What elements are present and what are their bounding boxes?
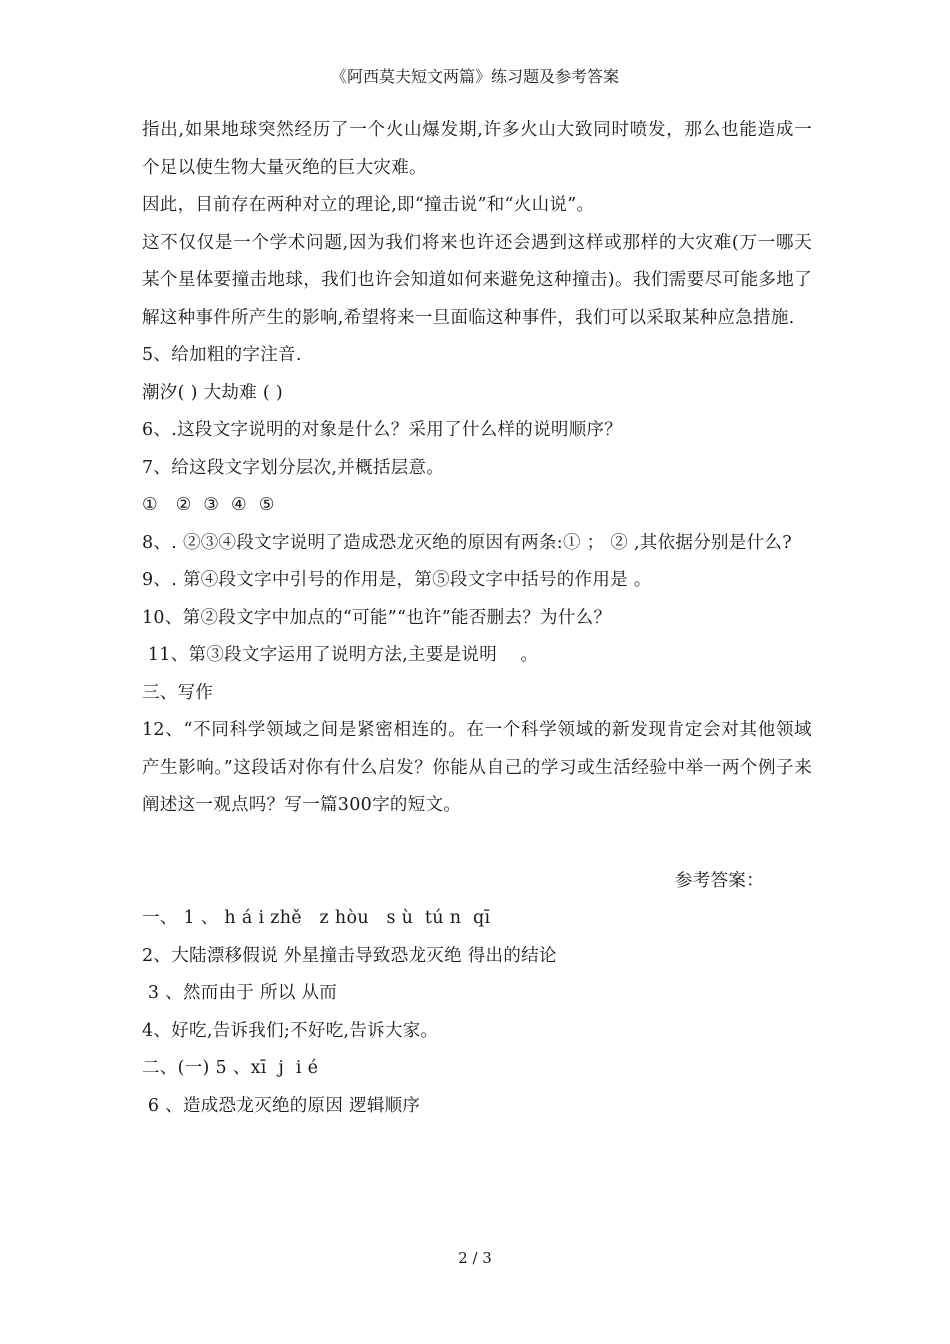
page-number: 2 / 3 xyxy=(458,1249,492,1267)
answer-4: 4、好吃,告诉我们;不好吃,告诉大家。 xyxy=(142,1020,439,1041)
paragraph-volcano: 指出,如果地球突然经历了一个火山爆发期,许多火山大致同时喷发，那么也能造成一个足以使生物大量灭绝的巨大灾难。 xyxy=(142,120,812,178)
answer-1: 一、 1 、 h á i zhě z hòu s ù tú n qī xyxy=(142,908,491,928)
question-5: 5、给加粗的字注音. xyxy=(142,345,302,365)
page-header: 《阿西莫夫短文两篇》练习题及参考答案 xyxy=(330,67,619,86)
question-5-items: 潮汐( ) 大劫难 ( ) xyxy=(142,382,283,403)
question-10: 10、第②段文字中加点的“可能”“也许”能否删去？为什么？ xyxy=(142,607,612,628)
answer-2: 2、大陆漂移假说 外星撞击导致恐龙灭绝 得出的结论 xyxy=(142,945,557,966)
question-11: 11、第③段文字运用了说明方法,主要是说明 。 xyxy=(142,645,539,665)
answer-6: 6 、造成恐龙灭绝的原因 逻辑顺序 xyxy=(142,1095,421,1116)
paragraph-academic-question: 这不仅仅是一个学术问题,因为我们将来也许还会遇到这样或那样的大灾难(万一哪天某个星体要撞击地球，我们也许会知道如何来避免这种撞击)。我们需要尽可能多地了解这种事件所产生的影响,希望将来一旦面临这种事件，我们可以采取某种应急措施. xyxy=(142,232,812,328)
question-8: 8、. ②③④段文字说明了造成恐龙灭绝的原因有两条:① ； ② ,其依据分别是什么? xyxy=(142,532,792,553)
answers-title: 参考答案： xyxy=(675,870,764,891)
section-writing-heading: 三、写作 xyxy=(142,682,214,703)
answer-5: 二、(一) 5 、xī j i é xyxy=(142,1058,319,1078)
question-9: 9、. 第④段文字中引号的作用是，第⑤段文字中括号的作用是 。 xyxy=(142,570,652,590)
question-7-markers: ① ② ③ ④ ⑤ xyxy=(142,495,275,515)
question-7: 7、给这段文字划分层次,并概括层意。 xyxy=(142,457,445,478)
paragraph-two-theories: 因此，目前存在两种对立的理论,即“撞击说”和“火山说”。 xyxy=(142,195,595,215)
answer-3: 3 、然而由于 所以 从而 xyxy=(142,983,338,1003)
document-body xyxy=(142,112,812,1125)
question-6: 6、.这段文字说明的对象是什么？采用了什么样的说明顺序？ xyxy=(142,420,623,440)
question-12: 12、“不同科学领域之间是紧密相连的。在一个科学领域的新发现肯定会对其他领域产生影响。”这段话对你有什么启发？你能从自己的学习或生活经验中举一两个例子来阐述这一观点吗？写一篇300字的短文。 xyxy=(142,720,812,815)
